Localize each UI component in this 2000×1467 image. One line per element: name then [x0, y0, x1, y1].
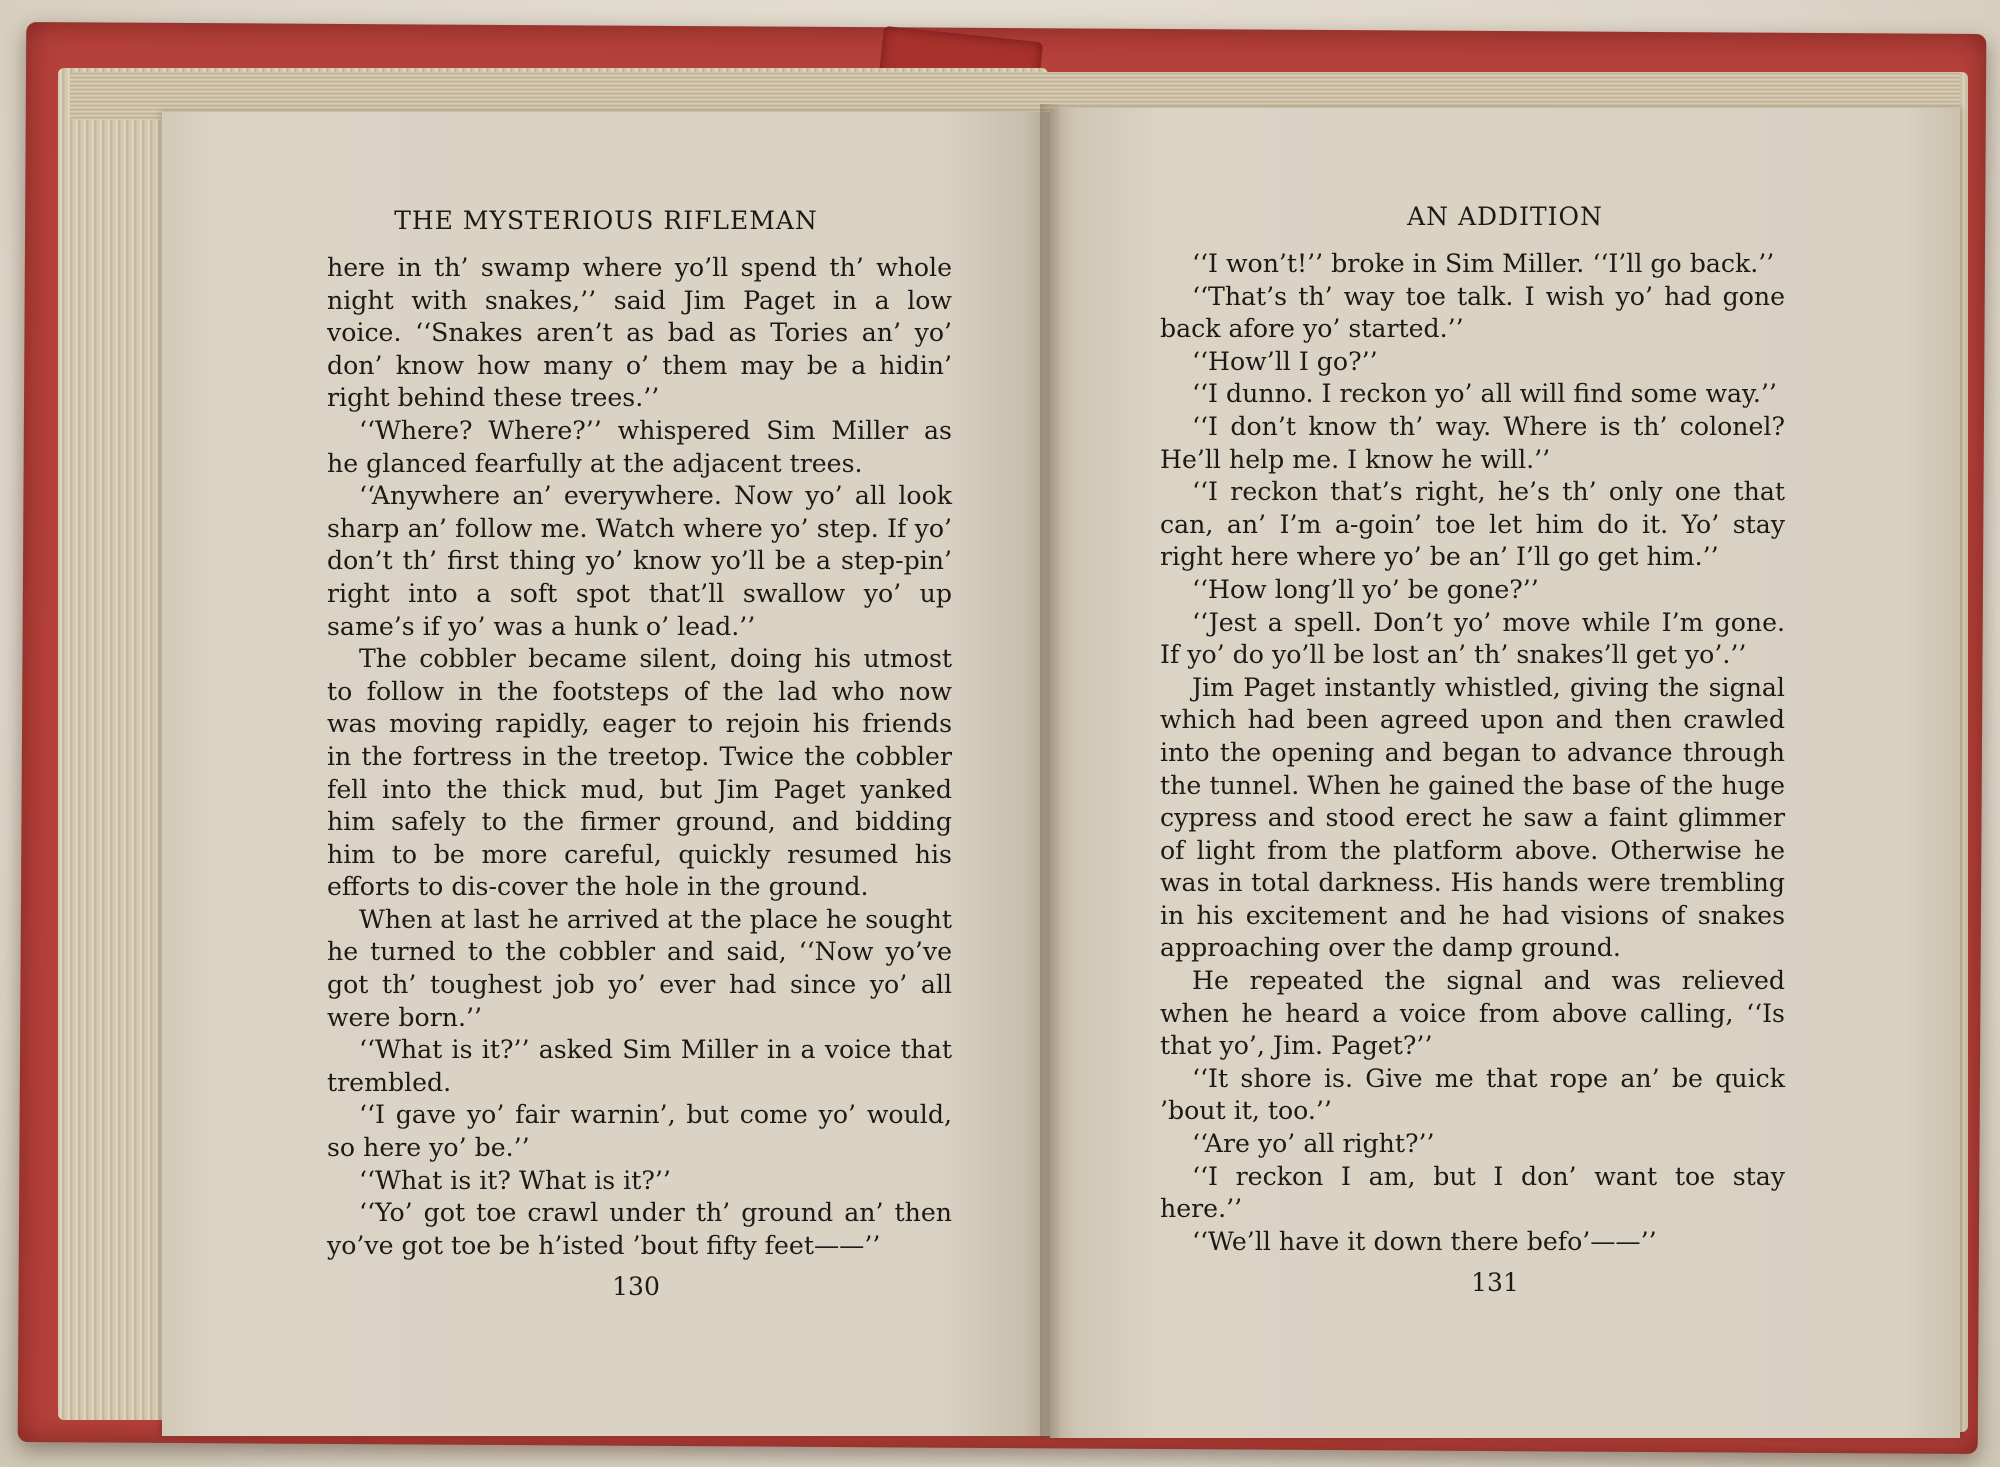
right-running-head: AN ADDITION	[1407, 202, 1603, 231]
paragraph: here in th’ swamp where yo’ll spend th’ whole night with snakes,’’ said Jim Paget in a low voice. ‘‘Snakes aren’t as bad as Tories an’ yo’ don’ know how many o’ them may be a hidin’ right behind these trees.’’	[327, 253, 952, 413]
paragraph: ‘‘I dunno. I reckon yo’ all will find some way.’’	[1192, 379, 1777, 409]
left-page	[162, 112, 1050, 1436]
paragraph: ‘‘What is it? What is it?’’	[359, 1165, 671, 1195]
left-text-block	[327, 252, 952, 1262]
paragraph: ‘‘I reckon I am, but I don’ want toe stay here.’’	[1160, 1161, 1785, 1224]
paragraph: ‘‘I don’t know th’ way. Where is th’ colonel? He’ll help me. I know he will.’’	[1160, 411, 1785, 474]
paragraph: ‘‘Jest a spell. Don’t yo’ move while I’m gone. If yo’ do yo’ll be lost an’ th’ snakes’ll get yo’.’’	[1160, 607, 1785, 670]
right-page	[1050, 108, 1960, 1438]
paragraph: ‘‘That’s th’ way toe talk. I wish yo’ had gone back afore yo’ started.’’	[1160, 281, 1785, 344]
paragraph: ‘‘We’ll have it down there befo’——’’	[1192, 1226, 1657, 1256]
paragraph: ‘‘Where? Where?’’ whispered Sim Miller as he glanced fearfully at the adjacent trees.	[327, 415, 952, 478]
paragraph: He repeated the signal and was relieved when he heard a voice from above calling, ‘‘Is that yo’, Jim. Paget?’’	[1160, 966, 1785, 1061]
paragraph: ‘‘It shore is. Give me that rope an’ be quick ’bout it, too.’’	[1160, 1063, 1785, 1126]
paragraph: ‘‘How’ll I go?’’	[1192, 346, 1378, 376]
paragraph: ‘‘Are yo’ all right?’’	[1192, 1129, 1435, 1159]
paragraph: ‘‘I won’t!’’ broke in Sim Miller. ‘‘I’ll go back.’’	[1192, 249, 1775, 278]
left-page-number: 130	[612, 1272, 660, 1301]
paragraph: Jim Paget instantly whistled, giving the signal which had been agreed upon and then crawled into the opening and began to advance through the tunnel. When he gained the base of the huge cypress and stood erect he saw a faint glimmer of light from the platform above. Otherwise he was in total darkness. His hands were trembling in his excitement and he had visions of snakes approaching over the damp ground.	[1160, 672, 1785, 963]
paragraph: ‘‘Anywhere an’ everywhere. Now yo’ all look sharp an’ follow me. Watch where yo’ step. If yo’ don’t th’ first thing yo’ know yo’ll be a step-pin’ right into a soft spot that’ll swallow yo’ up same’s if yo’ was a hunk o’ lead.’’	[327, 481, 952, 641]
paragraph: ‘‘How long’ll yo’ be gone?’’	[1192, 574, 1539, 604]
paragraph: When at last he arrived at the place he sought he turned to the cobbler and said, ‘‘Now yo’ve got th’ toughest job yo’ ever had since yo’ all were born.’’	[327, 904, 952, 1032]
paragraph: ‘‘I gave yo’ fair warnin’, but come yo’ would, so here yo’ be.’’	[327, 1100, 952, 1163]
book-gutter	[1040, 104, 1060, 1440]
right-page-number: 131	[1471, 1268, 1519, 1297]
paragraph: ‘‘What is it?’’ asked Sim Miller in a voice that trembled.	[327, 1035, 952, 1097]
paragraph: ‘‘Yo’ got toe crawl under th’ ground an’ then yo’ve got toe be h’isted ’bout fifty feet——’’	[327, 1198, 952, 1260]
right-text-block	[1160, 248, 1785, 1258]
paragraph: The cobbler became silent, doing his utmost to follow in the footsteps of the lad who now was moving rapidly, eager to rejoin his friends in the fortress in the treetop. Twice the cobbler fell into the thick mud, but Jim Paget yanked him safely to the firmer ground, and bidding him to be more careful, quickly resumed his efforts to dis-cover the hole in the ground.	[327, 644, 952, 902]
paragraph: ‘‘I reckon that’s right, he’s th’ only one that can, an’ I’m a-goin’ toe let him do it. Yo’ stay right here where yo’ be an’ I’ll go get him.’’	[1160, 477, 1785, 572]
left-running-head: THE MYSTERIOUS RIFLEMAN	[394, 206, 818, 235]
